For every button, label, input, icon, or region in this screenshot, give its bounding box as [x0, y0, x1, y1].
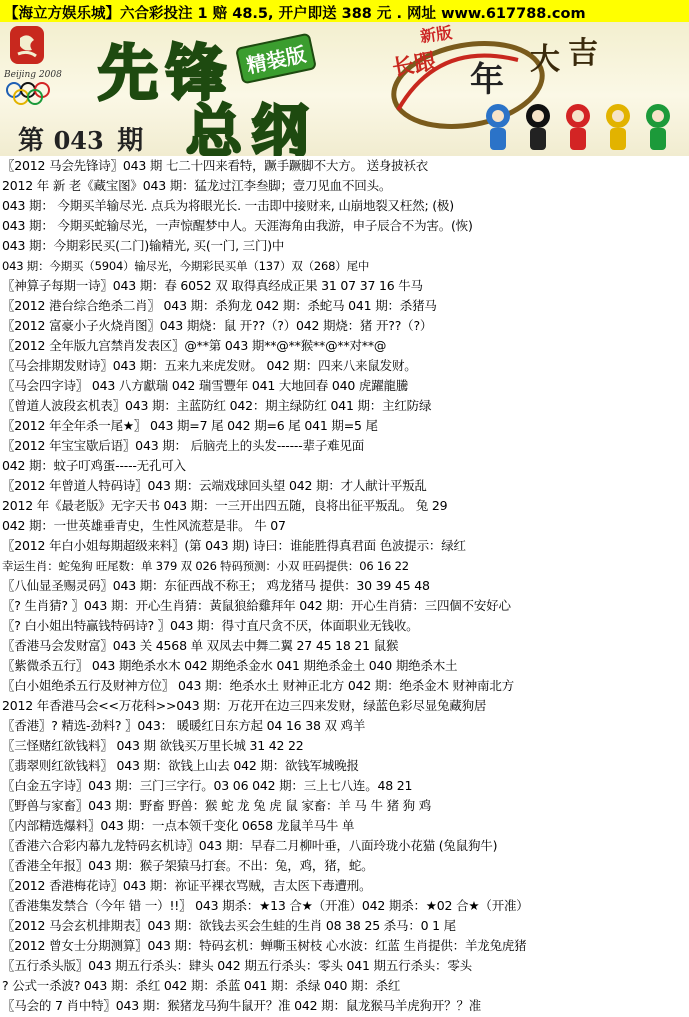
banner-title-char-3: 总	[186, 99, 242, 156]
banner-title-char-1: 先	[98, 39, 158, 109]
content-line-28: 2012 年香港马会<<万花科>>043 期：万花开在边三四来发财，绿蓝色彩尽显兔藏狗居	[2, 698, 487, 713]
content-line-30: 〖三怪赌红欲钱料〗 043 期 欲钱买万里长城 31 42 22	[2, 738, 304, 753]
content-line-27: 〖白小姐绝杀五行及财神方位〗 043 期：绝杀水土 财神正北方 042 期：绝杀金木 财神南北方	[2, 678, 514, 693]
issue-prefix: 第	[18, 126, 45, 156]
content-line-13: 〖曾道人波段玄机表〗043 期：主蓝防红 042：期主绿防红 041 期：主红防绿	[2, 398, 432, 413]
issue-suffix: 期	[117, 126, 144, 156]
content-line-19: 042 期：一世英雄垂青史，生性风流惹是非。 牛 07	[2, 518, 286, 533]
content-line-15: 〖2012 年宝宝歇后语〗043 期： 后脑壳上的头发------辈子难见面	[2, 438, 365, 453]
content-line-6: 043 期：今期买（5904）输尽光，今期彩民买单（137）双（268）尾中	[2, 259, 370, 273]
content-line-4: 043 期： 今期买蛇输尽光，一声惊醒梦中人。天涯海角由我游，申子辰合不为害。(恢)	[2, 218, 473, 233]
content-line-42: ? 公式一杀波? 043 期：杀红 042 期：杀蓝 041 期：杀绿 040 期：杀红	[2, 978, 401, 993]
content-line-23: 〖? 生肖猜? 〗043 期：开心生肖猜：黃鼠狼給雞拜年 042 期：开心生肖猜：三四個不安好心	[2, 598, 511, 613]
content-line-7: 〖神算子每期一诗〗043 期：春 6052 双 取得真经成正果 31 07 37 16 牛马	[2, 278, 423, 293]
content-line-16: 042 期：蚊子叮鸡蛋-----无孔可入	[2, 458, 186, 473]
issue-label	[18, 120, 143, 156]
beijing-emblem-icon	[8, 24, 48, 68]
top-ad-bar[interactable]	[0, 0, 689, 23]
swirl-text-4: 吉	[568, 36, 598, 71]
content-line-17: 〖2012 年曾道人特码诗〗043 期：云端戏球回头望 042 期：才人献计平叛乱	[2, 478, 427, 493]
content-line-3: 043 期： 今期买羊输尽光. 点兵为将眼光长. 一击即中接财来, 山崩地裂又枉然; (极)	[2, 198, 454, 213]
content-line-43: 〖马会的 7 肖中特〗043 期：猴猪龙马狗牛鼠开？准 042 期：鼠龙猴马羊虎狗开？？准	[2, 998, 482, 1013]
content-line-10: 〖2012 全年版九宫禁肖发表区〗@**第 043 期**@**猴**@**对**@	[2, 338, 387, 353]
content-line-24: 〖? 白小姐出特赢钱特码诗? 〗043 期：得寸直尺贪不厌，体面职业无钱收。	[2, 618, 419, 633]
content-line-29: 〖香港〗? 精选-劲料? 〗043： 暖暖红日东方起 04 16 38 双 鸡羊	[2, 718, 366, 733]
banner-title-char-4: 纲	[252, 99, 308, 156]
content-line-36: 〖香港全年报〗043 期：猴子架猿马打套。不出：兔，鸡，猪，蛇。	[2, 858, 374, 873]
deluxe-edition-tag	[235, 33, 317, 85]
content-line-39: 〖2012 马会玄机排期表〗043 期：欲钱去买会生蛙的生肖 08 38 25 杀马：0 1 尾	[2, 918, 456, 933]
content-line-21: 幸运生肖：蛇兔狗 旺尾数：单 379 双 026 特码预测：小双 旺码提供：06 16 22	[2, 559, 409, 573]
content-line-5: 043 期：今期彩民买(二门)输精光, 买(一门, 三门)中	[2, 238, 285, 253]
swirl-text-3: 大	[530, 42, 560, 77]
swirl-text-1: 长跟	[390, 48, 439, 82]
content-line-38: 〖香港集发禁合（今年 错 一）!!〗 043 期杀：★13 合★（开准）042 期杀：★02 合★（开准）	[2, 898, 529, 913]
banner-title-char-2: 锋	[166, 39, 226, 109]
new-edition-tag: 新版	[418, 22, 454, 47]
content-line-26: 〖紫微杀五行〗 043 期绝杀水木 042 期绝杀金水 041 期绝杀金土 040 期绝杀木土	[2, 658, 458, 673]
content-line-14: 〖2012 年全年杀一尾★〗 043 期=7 尾 042 期=6 尾 041 期=5 尾	[2, 418, 378, 433]
content-line-11: 〖马会排期发财诗〗043 期：五来九来虎发财。 042 期：四来八来鼠发财。	[2, 358, 417, 373]
content-line-25: 〖香港马会发财富〗043 关 4568 单 双凤去中舞二翼 27 45 18 21 鼠猴	[2, 638, 399, 653]
content-line-41: 〖五行杀头版〗043 期五行杀头：肆头 042 期五行杀头：零头 041 期五行杀头：零头	[2, 958, 472, 973]
content-line-35: 〖香港六合彩内幕九龙特码玄机诗〗043 期：早春二月柳叶垂，八面玲珑小花猫 (兔鼠狗牛)	[2, 838, 498, 853]
deluxe-edition-label: 精装版	[244, 41, 309, 78]
content-line-1: 〖2012 马会先锋诗〗043 期 七二十四来看特，蹶手蹶脚不大方。 送身披袄衣	[2, 158, 429, 173]
content-line-9: 〖2012 富豪小子火烧肖图〗043 期烧：鼠 开??（?）042 期烧：猪 开??（?）	[2, 318, 433, 333]
swirl-text-2: 年	[470, 60, 504, 100]
content-line-32: 〖白金五字诗〗043 期：三门三字行。03 06 042 期：三上七八连。48 21	[2, 778, 413, 793]
issue-number: 043	[53, 126, 104, 155]
content-list	[0, 156, 689, 1017]
content-line-18: 2012 年《最老版》无字天书 043 期：一三开出四五随，良将出征平叛乱。 兔 29	[2, 498, 448, 513]
content-line-34: 〖内部精选爆料〗043 期：一点本领千变化 0658 龙鼠羊马牛 单	[2, 818, 355, 833]
content-line-31: 〖翡翠则红欲钱料〗 043 期：欲钱上山去 042 期：欲钱军城晚报	[2, 758, 359, 773]
header-banner	[0, 22, 689, 156]
content-line-12: 〖马会四字诗〗 043 八方獻瑞 042 瑞雪豐年 041 大地回春 040 虎躍龍騰	[2, 378, 409, 393]
beijing-logo-text: Beijing 2008	[4, 70, 62, 80]
content-line-22: 〖八仙显圣赐灵码〗043 期：东征西战不称王； 鸡龙猪马 提供：30 39 45 48	[2, 578, 430, 593]
mascot-figures	[478, 100, 688, 156]
content-line-33: 〖野兽与家畜〗043 期：野畜 野兽：猴 蛇 龙 兔 虎 鼠 家畜：羊 马 牛 猪 狗 鸡	[2, 798, 432, 813]
content-line-8: 〖2012 港台综合绝杀二肖〗 043 期：杀狗龙 042 期：杀蛇马 041 期：杀猪马	[2, 298, 437, 313]
top-ad-text: 【海立方娱乐城】六合彩投注 1 赔 48.5, 开户即送 388 元 . 网址 www.617788.com	[4, 6, 586, 22]
content-line-2: 2012 年 新 老《藏宝图》043 期：猛龙过江李叁脚；壹刀见血不回头。	[2, 178, 392, 193]
content-line-20: 〖2012 年白小姐每期超级来料〗(第 043 期) 诗曰：谁能胜得真君面 色波提示：绿红	[2, 538, 466, 553]
content-line-40: 〖2012 曾女士分期测算〗043 期：特码玄机：蝉嘶玉树枝 心水波：红蓝 生肖提供：羊龙兔虎猪	[2, 938, 527, 953]
olympic-rings-icon	[6, 82, 66, 106]
content-line-37: 〖2012 香港梅花诗〗043 期：祢证平裸衣骂贼，吉太医下毒遭刑。	[2, 878, 372, 893]
